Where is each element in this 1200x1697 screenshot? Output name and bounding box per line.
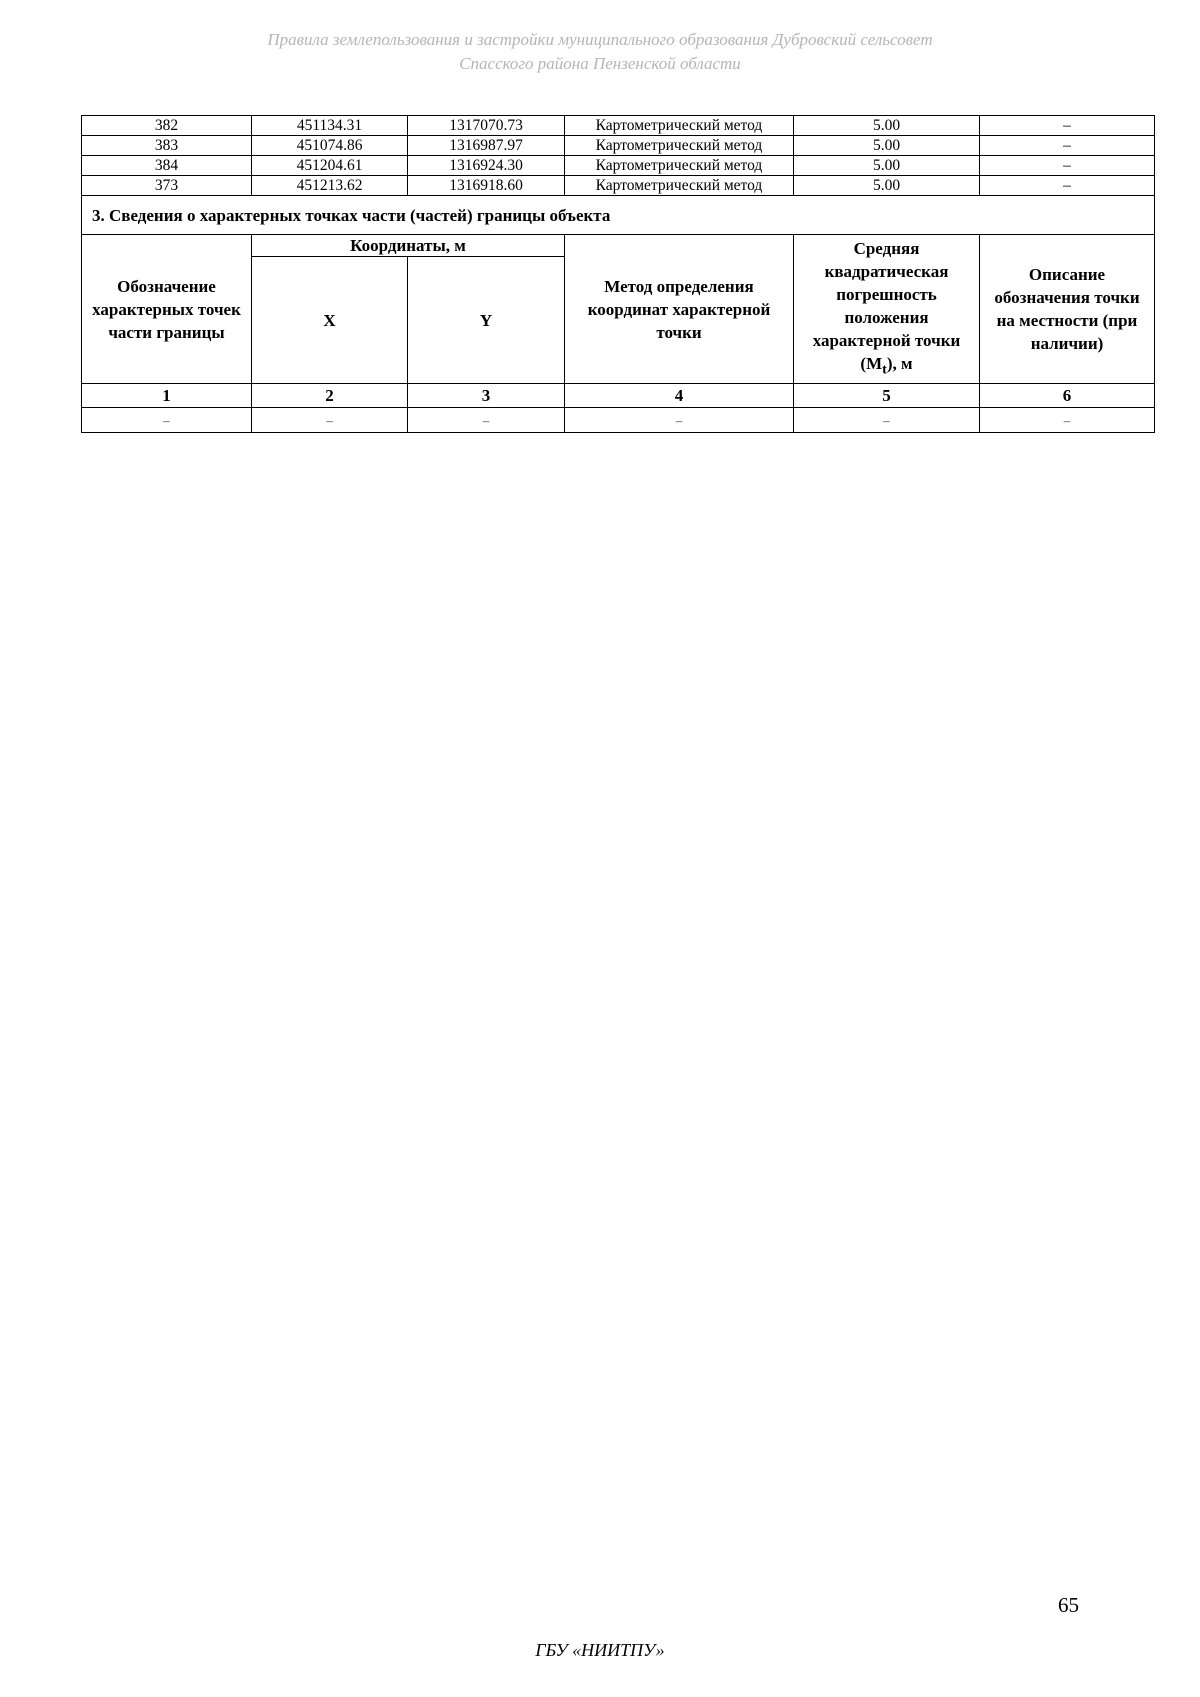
- header-x: X: [252, 257, 408, 384]
- table-row: [82, 116, 1155, 136]
- x-cell: 451074.86: [252, 136, 408, 156]
- header-error-unit: ), м: [886, 353, 913, 373]
- point-cell: 382: [82, 116, 252, 136]
- header-error: [794, 235, 980, 384]
- header-error-subscript: t: [882, 361, 887, 378]
- running-header-line-2: Спасского района Пензенской области: [459, 54, 741, 73]
- x-cell: 451134.31: [252, 116, 408, 136]
- table-row: [82, 156, 1155, 176]
- error-cell: 5.00: [794, 116, 980, 136]
- section-title-row: [82, 196, 1155, 235]
- y-cell: 1316924.30: [408, 156, 565, 176]
- empty-cell: –: [252, 408, 408, 433]
- column-numbers-row: [82, 384, 1155, 408]
- y-cell: 1316918.60: [408, 176, 565, 196]
- boundary-points-table: [81, 115, 1155, 433]
- section-title: 3. Сведения о характерных точках части (частей) границы объекта: [82, 196, 1155, 235]
- header-row-top: [82, 235, 1155, 257]
- method-cell: Картометрический метод: [565, 176, 794, 196]
- header-method: Метод определения координат характерной точки: [565, 235, 794, 384]
- header-y: Y: [408, 257, 565, 384]
- page-footer: ГБУ «НИИТПУ»: [535, 1640, 665, 1660]
- page-number: 65: [1058, 1593, 1079, 1617]
- description-cell: –: [980, 116, 1155, 136]
- description-cell: –: [980, 176, 1155, 196]
- error-cell: 5.00: [794, 176, 980, 196]
- running-header-line-1: Правила землепользования и застройки муниципального образования Дубровский сельсовет: [267, 30, 933, 49]
- empty-cell: –: [980, 408, 1155, 433]
- y-cell: 1317070.73: [408, 116, 565, 136]
- x-cell: 451213.62: [252, 176, 408, 196]
- header-coordinates: Координаты, м: [252, 235, 565, 257]
- header-description: Описание обозначения точки на местности (при наличии): [980, 235, 1155, 384]
- table-row: [82, 136, 1155, 156]
- empty-cell: –: [82, 408, 252, 433]
- empty-cell: –: [794, 408, 980, 433]
- x-cell: 451204.61: [252, 156, 408, 176]
- empty-cell: –: [408, 408, 565, 433]
- method-cell: Картометрический метод: [565, 116, 794, 136]
- description-cell: –: [980, 136, 1155, 156]
- method-cell: Картометрический метод: [565, 136, 794, 156]
- header-point: Обозначение характерных точек части границы: [82, 235, 252, 384]
- empty-cell: –: [565, 408, 794, 433]
- point-cell: 384: [82, 156, 252, 176]
- column-number: 3: [408, 384, 565, 408]
- column-number: 2: [252, 384, 408, 408]
- column-number: 5: [794, 384, 980, 408]
- point-cell: 373: [82, 176, 252, 196]
- y-cell: 1316987.97: [408, 136, 565, 156]
- error-cell: 5.00: [794, 136, 980, 156]
- column-number: 6: [980, 384, 1155, 408]
- column-number: 4: [565, 384, 794, 408]
- description-cell: –: [980, 156, 1155, 176]
- column-number: 1: [82, 384, 252, 408]
- empty-data-row: [82, 408, 1155, 433]
- running-header: [150, 28, 1050, 76]
- header-error-text: Средняя квадратическая погрешность положения характерной точки (M: [812, 238, 961, 373]
- table-row: [82, 176, 1155, 196]
- error-cell: 5.00: [794, 156, 980, 176]
- point-cell: 383: [82, 136, 252, 156]
- method-cell: Картометрический метод: [565, 156, 794, 176]
